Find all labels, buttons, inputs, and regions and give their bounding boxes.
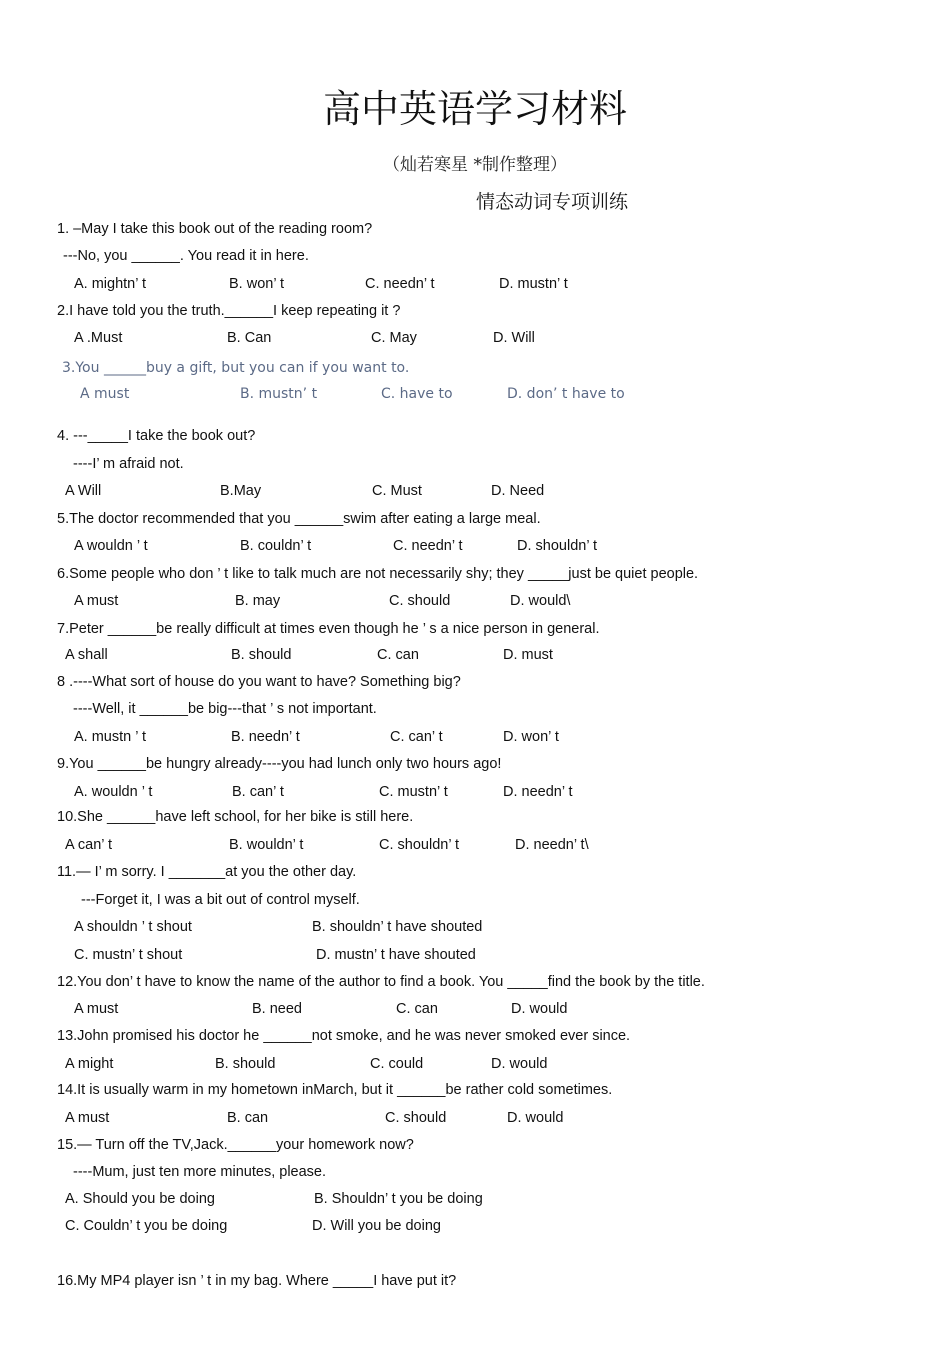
question-15-option-b: B. Shouldn’ t you be doing <box>314 1191 483 1207</box>
question-4-option-a: A Will <box>65 483 102 499</box>
question-4-option-c: C. Must <box>372 483 422 499</box>
question-13-option-a: A might <box>65 1056 114 1072</box>
question-8-stem: 8 .----What sort of house do you want to have? Something big? <box>57 674 461 690</box>
question-14-option-c: C. should <box>385 1110 447 1126</box>
question-5-stem: 5.The doctor recommended that you ______swim after eating a large meal. <box>57 511 541 527</box>
question-4-option-b: B.May <box>220 483 262 499</box>
question-11-option-a: A shouldn ’ t shout <box>74 919 192 935</box>
question-11-stem: 11.— I’ m sorry. I _______at you the other day. <box>57 864 357 880</box>
question-15-option-c: C. Couldn’ t you be doing <box>65 1218 228 1234</box>
question-5-option-d: D. shouldn’ t <box>517 538 598 554</box>
question-3-option-d: D. don’ t have to <box>507 386 625 402</box>
question-5-option-b: B. couldn’ t <box>240 538 312 554</box>
question-1-option-a: A. mightn’ t <box>74 276 146 292</box>
question-2-stem: 2.I have told you the truth.______I keep repeating it ? <box>57 303 401 319</box>
question-8-option-b: B. needn’ t <box>231 729 300 745</box>
question-8-option-d: D. won’ t <box>503 729 559 745</box>
document-title: 高中英语学习材料 <box>322 87 627 131</box>
question-10-stem: 10.She ______have left school, for her bike is still here. <box>57 809 414 825</box>
question-11-option-c: C. mustn’ t shout <box>74 947 183 963</box>
question-2-option-d: D. Will <box>493 330 535 346</box>
question-14-option-b: B. can <box>227 1110 269 1126</box>
question-9-option-c: C. mustn’ t <box>379 784 448 800</box>
question-3-option-b: B. mustn’ t <box>240 386 318 402</box>
question-12-option-a: A must <box>74 1001 119 1017</box>
question-11-option-b: B. shouldn’ t have shouted <box>312 919 483 935</box>
question-3-option-c: C. have to <box>381 386 453 402</box>
question-12-stem: 12.You don’ t have to know the name of the author to find a book. You _____find the book by the title. <box>57 974 705 990</box>
question-2-option-a: A .Must <box>74 330 123 346</box>
question-7-option-c: C. can <box>377 647 419 663</box>
question-9-option-d: D. needn’ t <box>503 784 573 800</box>
question-1-stem: 1. –May I take this book out of the reading room? <box>57 221 373 237</box>
question-10-option-b: B. wouldn’ t <box>229 837 304 853</box>
section-subtitle: 情态动词专项训练 <box>476 191 629 213</box>
question-8-option-a: A. mustn ’ t <box>74 729 146 745</box>
question-11-line-2: ---Forget it, I was a bit out of control myself. <box>81 892 360 908</box>
question-6-option-a: A must <box>74 593 119 609</box>
question-2-option-b: B. Can <box>227 330 272 346</box>
question-1-line-2: ---No, you ______. You read it in here. <box>63 248 309 264</box>
question-6-option-d: D. would\ <box>510 593 571 609</box>
question-6-option-b: B. may <box>235 593 281 609</box>
question-13-option-b: B. should <box>215 1056 276 1072</box>
question-14-option-a: A must <box>65 1110 110 1126</box>
question-4-stem: 4. ---_____I take the book out? <box>57 428 256 444</box>
question-8-line-2: ----Well, it ______be big---that ’ s not important. <box>73 701 377 717</box>
question-5-option-c: C. needn’ t <box>393 538 463 554</box>
question-6-option-c: C. should <box>389 593 451 609</box>
question-15-line-2: ----Mum, just ten more minutes, please. <box>73 1164 327 1180</box>
question-1-option-c: C. needn’ t <box>365 276 435 292</box>
question-9-stem: 9.You ______be hungry already----you had lunch only two hours ago! <box>57 756 502 772</box>
question-1-option-b: B. won’ t <box>229 276 285 292</box>
question-15-option-d: D. Will you be doing <box>312 1218 441 1234</box>
question-2-option-c: C. May <box>371 330 417 346</box>
question-9-option-a: A. wouldn ’ t <box>74 784 153 800</box>
question-15-stem: 15.— Turn off the TV,Jack.______your homework now? <box>57 1137 414 1153</box>
question-13-stem: 13.John promised his doctor he ______not smoke, and he was never smoked ever since. <box>57 1028 631 1044</box>
question-5-option-a: A wouldn ’ t <box>74 538 148 554</box>
question-9-option-b: B. can’ t <box>232 784 284 800</box>
question-8-option-c: C. can’ t <box>390 729 443 745</box>
question-4-line-2: ----I’ m afraid not. <box>73 456 184 472</box>
question-7-option-b: B. should <box>231 647 292 663</box>
credit-line: （灿若寒星 *制作整理） <box>383 155 567 175</box>
question-3-option-a: A must <box>80 386 130 402</box>
question-12-option-d: D. would <box>511 1001 568 1017</box>
question-12-option-c: C. can <box>396 1001 438 1017</box>
question-13-option-c: C. could <box>370 1056 424 1072</box>
question-14-stem: 14.It is usually warm in my hometown inMarch, but it ______be rather cold sometimes. <box>57 1082 613 1098</box>
question-6-stem: 6.Some people who don ’ t like to talk much are not necessarily shy; they _____just be quiet people. <box>57 566 699 582</box>
question-10-option-a: A can’ t <box>65 837 113 853</box>
question-7-option-d: D. must <box>503 647 553 663</box>
question-10-option-d: D. needn’ t\ <box>515 837 589 853</box>
question-7-option-a: A shall <box>65 647 108 663</box>
question-4-option-d: D. Need <box>491 483 545 499</box>
question-10-option-c: C. shouldn’ t <box>379 837 460 853</box>
question-15-option-a: A. Should you be doing <box>65 1191 215 1207</box>
question-13-option-d: D. would <box>491 1056 548 1072</box>
question-16-stem: 16.My MP4 player isn ’ t in my bag. Where _____I have put it? <box>57 1273 457 1289</box>
question-14-option-d: D. would <box>507 1110 564 1126</box>
question-11-option-d: D. mustn’ t have shouted <box>316 947 476 963</box>
question-3-stem: 3.You ______buy a gift, but you can if you want to. <box>62 360 410 376</box>
question-7-stem: 7.Peter ______be really difficult at times even though he ’ s a nice person in general. <box>57 621 600 637</box>
question-12-option-b: B. need <box>252 1001 302 1017</box>
question-1-option-d: D. mustn’ t <box>499 276 568 292</box>
